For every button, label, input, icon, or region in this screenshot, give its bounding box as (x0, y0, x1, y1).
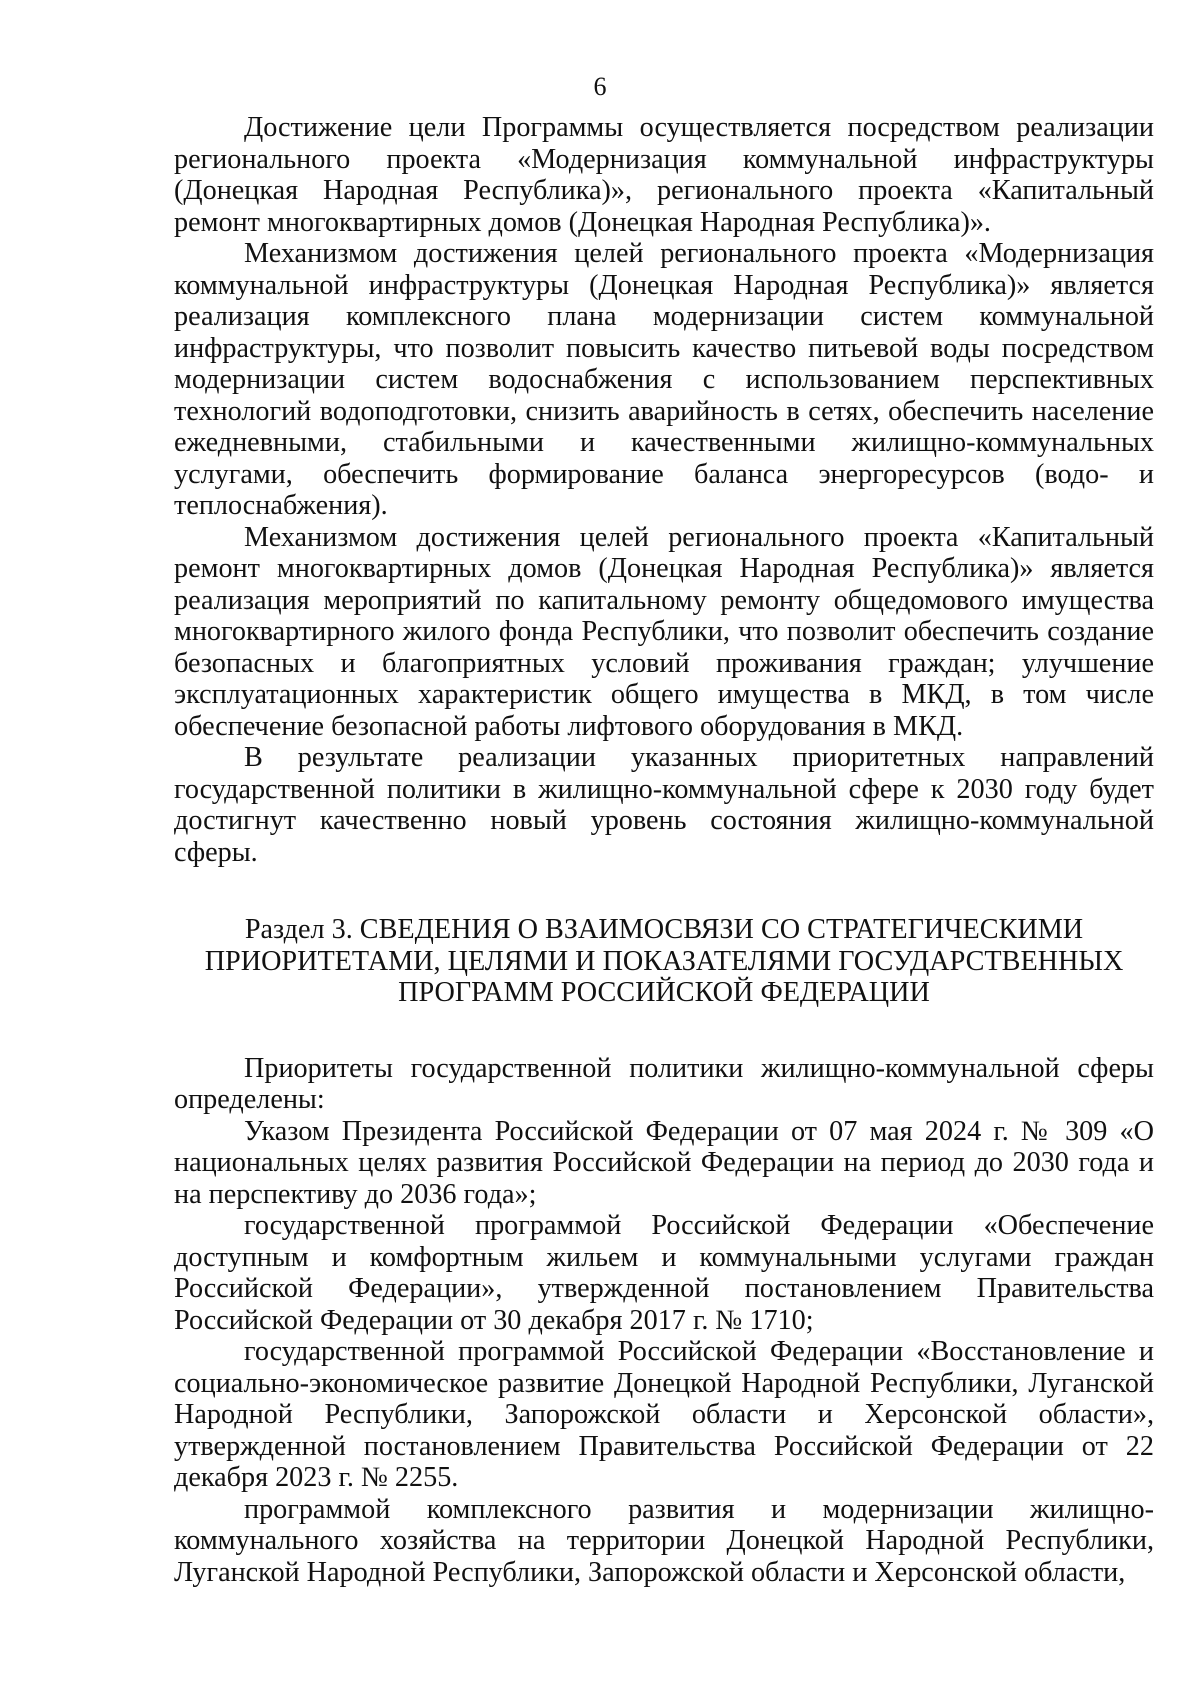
section-heading-line: ПРОГРАММ РОССИЙСКОЙ ФЕДЕРАЦИИ (398, 977, 930, 1008)
section-heading-line: Раздел 3. СВЕДЕНИЯ О ВЗАИМОСВЯЗИ СО СТРАТЕГИЧЕСКИМИ (244, 914, 1084, 945)
paragraph-presidential-decree: Указом Президента Российской Федерации от 07 мая 2024 г. № 309 «О национальных целях развития Российской Федерации на период до 2030 года и на перспективу до 2036 года»; (174, 1115, 1154, 1210)
paragraph-modernization-program: программой комплексного развития и модернизации жилищно-коммунального хозяйства на территории Донецкой Народной Республики, Луганской Народной Республики, Запорожской области и Херсонской области, (174, 1493, 1154, 1588)
paragraph-capital-repair: Механизмом достижения целей регионального проекта «Капитальный ремонт многоквартирных домов (Донецкая Народная Республика)» является реализация мероприятий по капитальному ремонту общедомового имущества многоквартирного жилого фонда Республики, что позволит обеспечить создание безопасных и благоприятных условий проживания граждан; улучшение эксплуатационных характеристик общего имущества в МКД, в том числе обеспечение безопасной работы лифтового оборудования в МКД. (174, 521, 1154, 742)
paragraph-utility-infrastructure: Механизмом достижения целей регионального проекта «Модернизация коммунальной инфраструктуры (Донецкая Народная Республика)» является реализация комплексного плана модернизации систем коммунальной инфраструктуры, что позволит повысить качество питьевой воды посредством модернизации систем водоснабжения с использованием перспективных технологий водоподготовки, снизить аварийность в сетях, обеспечить население ежедневными, стабильными и качественными жилищно-коммунальных услугами, обеспечить формирование баланса энергоресурсов (водо- и теплоснабжения). (174, 238, 1154, 521)
document-body (174, 112, 1154, 1588)
paragraph-result-2030: В результате реализации указанных приоритетных направлений государственной политики в жилищно-коммунальной сфере к 2030 году будет достигнут качественно новый уровень состояния жилищно-коммунальной сферы. (174, 742, 1154, 868)
paragraph-priorities-intro: Приоритеты государственной политики жилищно-коммунальной сферы определены: (174, 1052, 1154, 1115)
section-3-heading (174, 914, 1154, 1009)
section-heading-line: ПРИОРИТЕТАМИ, ЦЕЛЯМИ И ПОКАЗАТЕЛЯМИ ГОСУДАРСТВЕННЫХ (204, 945, 1124, 977)
paragraph-state-program-restoration: государственной программой Российской Федерации «Восстановление и социально-экономическое развитие Донецкой Народной Республики, Луганской Народной Республики, Запорожской области и Херсонской области», утвержденной постановлением Правительства Российской Федерации от 22 декабря 2023 г. № 2255. (174, 1336, 1154, 1493)
paragraph-program-goal: Достижение цели Программы осуществляется посредством реализации регионального проекта «Модернизация коммунальной инфраструктуры (Донецкая Народная Республика)», регионального проекта «Капитальный ремонт многоквартирных домов (Донецкая Народная Республика)». (174, 112, 1154, 238)
paragraph-state-program-housing: государственной программой Российской Федерации «Обеспечение доступным и комфортным жильем и коммунальными услугами граждан Российской Федерации», утвержденной постановлением Правительства Российской Федерации от 30 декабря 2017 г. № 1710; (174, 1210, 1154, 1336)
page-number: 6 (593, 72, 607, 101)
